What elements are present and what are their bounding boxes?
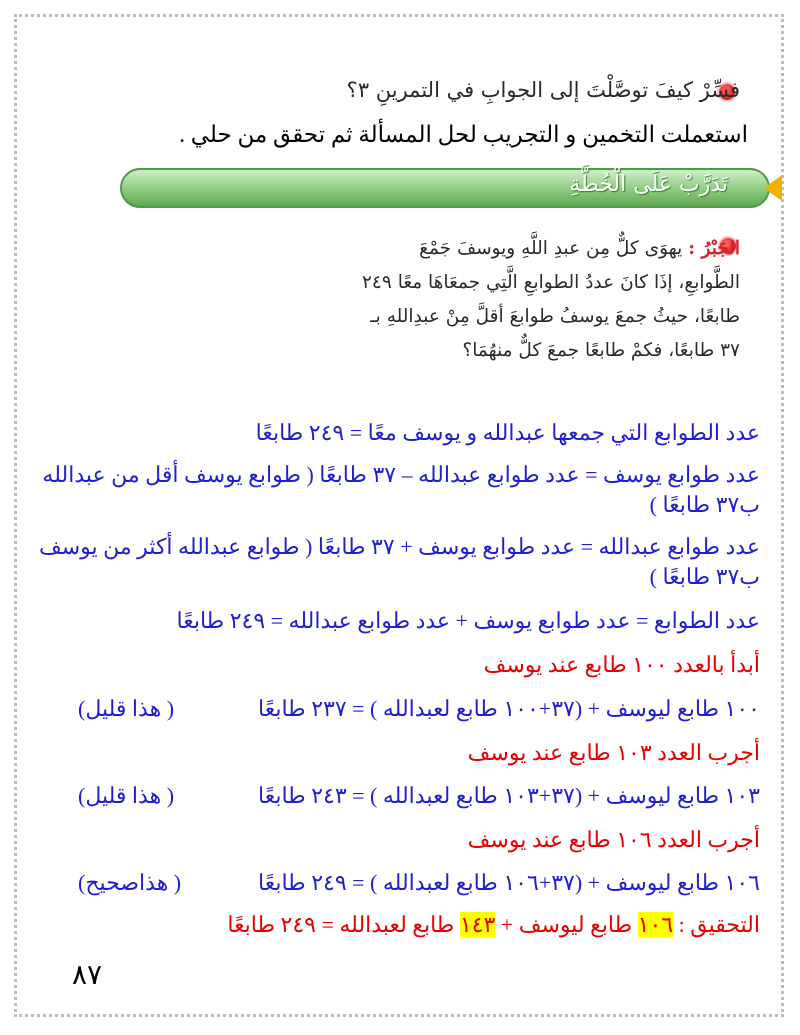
try-2-note: ( هذا قليل) bbox=[78, 783, 175, 808]
try-2-heading: أجرب العدد ١٠٣ طابع عند يوسف bbox=[467, 740, 760, 765]
solution-line-3a: عدد طوابع عبدالله = عدد طوابع يوسف + ٣٧ طابعًا ( طوابع عبدالله أكثر من يوسف bbox=[38, 534, 760, 559]
problem-keyword: الجَبْرُ : bbox=[688, 238, 740, 259]
verification-abdullah-count: ١٤٣ bbox=[459, 912, 496, 937]
solution-line-2b: ب٣٧ طابعًا ) bbox=[649, 492, 760, 517]
try-2-calculation: ١٠٣ طابع ليوسف + (٣٧+١٠٣ طابع لعبدالله ) = ٢٤٣ طابعًا bbox=[258, 783, 760, 808]
verification-middle: طابع ليوسف + bbox=[500, 912, 633, 937]
try-3-note: ( هذاصحيح) bbox=[78, 870, 182, 895]
verification-line bbox=[227, 912, 760, 938]
solution-line-4: عدد الطوابع = عدد طوابع يوسف + عدد طوابع عبدالله = ٢٤٩ طابعًا bbox=[176, 608, 760, 633]
verification-label: التحقيق : bbox=[678, 912, 760, 937]
problem-text bbox=[360, 232, 740, 368]
solution-line-2a: عدد طوابع يوسف = عدد طوابع عبدالله – ٣٧ طابعًا ( طوابع يوسف أقل من عبدالله bbox=[42, 462, 760, 487]
problem-body: يهوَى كلٌّ مِن عبدِ اللَّهِ ويوسفَ جَمْعَ الطَّوابعِ، إذَا كانَ عددُ الطوابعِ الَّتِي جمعَاهَا معًا ٢٤٩ طابعًا، حيثُ جمعَ يوسفُ طوابعَ أقلَّ مِنْ عبدِاللهِ بـ ٣٧ طابعًا، فكمْ طابعًا جمعَ كلٌّ منهُمَا؟ bbox=[362, 238, 740, 361]
try-1-note: ( هذا قليل) bbox=[78, 696, 175, 721]
solution-line-1: عدد الطوابع التي جمعها عبدالله و يوسف معًا = ٢٤٩ طابعًا bbox=[255, 420, 760, 445]
banner-arrow-icon bbox=[764, 175, 782, 201]
verification-end: طابع لعبدالله = ٢٤٩ طابعًا bbox=[227, 912, 455, 937]
page-number: ٨٧ bbox=[72, 958, 103, 991]
solution-line-3b: ب٣٧ طابعًا ) bbox=[649, 564, 760, 589]
try-3-calculation: ١٠٦ طابع ليوسف + (٣٧+١٠٦ طابع لعبدالله ) = ٢٤٩ طابعًا bbox=[258, 870, 760, 895]
try-1-heading: أبدأ بالعدد ١٠٠ طابع عند يوسف bbox=[483, 652, 760, 677]
question-text: فسِّرْ كيفَ توصَّلْتَ إلى الجوابِ في التمرينِ ٣؟ bbox=[346, 78, 740, 102]
strategy-banner-title: تَدَرَّبْ عَلَى الْخُطَّةِ bbox=[569, 172, 728, 197]
verification-yusuf-count: ١٠٦ bbox=[637, 912, 674, 937]
try-1-calculation: ١٠٠ طابع ليوسف + (٣٧+١٠٠ طابع لعبدالله ) = ٢٣٧ طابعًا bbox=[258, 696, 760, 721]
try-3-heading: أجرب العدد ١٠٦ طابع عند يوسف bbox=[467, 827, 760, 852]
answer-line: استعملت التخمين و التجريب لحل المسألة ثم تحقق من حلي . bbox=[179, 122, 748, 147]
